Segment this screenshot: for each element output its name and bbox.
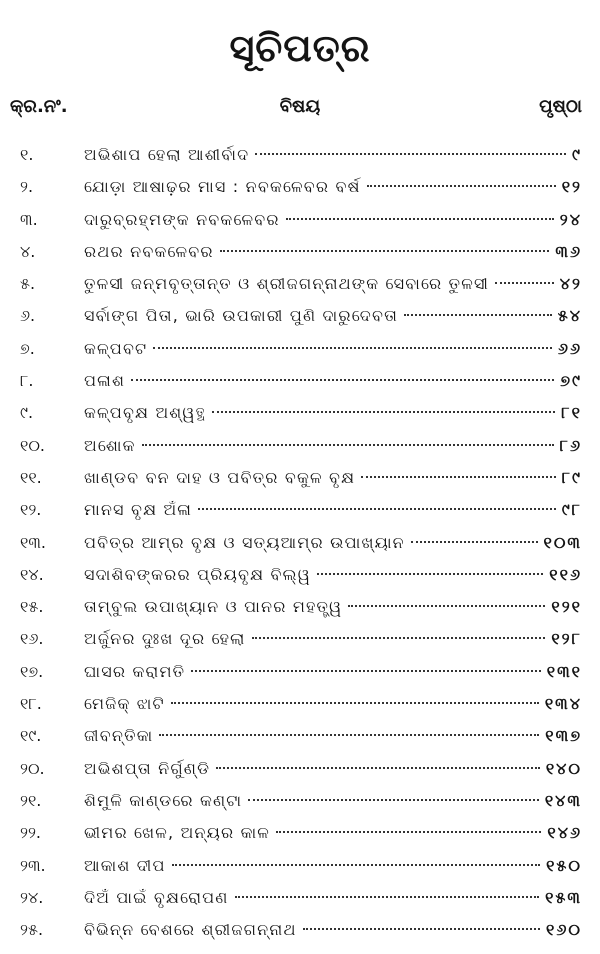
toc-entry-title: ଅର୍ଜୁନର ଦୁଃଖ ଦୂର ହେଲା [84,629,246,649]
toc-entry [0,753,600,785]
toc-entry-number: ୪. [20,241,36,261]
toc-entry-body [84,688,582,720]
toc-entry [0,882,600,914]
toc-entry-page: ୧୦୩ [543,532,582,552]
toc-entry-title: ବିଭିନ୍ନ ବେଶରେ ଶ୍ରୀଜଗନ୍ନାଥ [84,920,297,940]
toc-entry [0,204,600,236]
toc-entry [0,300,600,332]
toc-entry-page: ୪୨ [559,274,582,294]
toc-entry-body [84,333,582,365]
toc-entry [0,333,600,365]
toc-entry-page: ୧୨ [561,177,582,197]
toc-entry [0,656,600,688]
dot-leader [404,314,552,316]
toc-entry [0,365,600,397]
toc-entry-page: ୫୪ [557,306,582,326]
toc-entry-body [84,623,582,655]
toc-entry-page: ୮୯ [561,467,582,487]
toc-entry-page: ୧୩୧ [546,661,582,681]
toc-entry [0,817,600,849]
toc-entry-number: ୭. [20,338,35,358]
toc-entry-body [84,300,582,332]
toc-entry-body [84,656,582,688]
toc-entry-number: ୨୩. [20,855,46,875]
dot-leader [252,637,546,639]
toc-entry-page: ୮୧ [561,403,582,423]
toc-entry-body [84,204,582,236]
toc-entry [0,494,600,526]
toc-entry-title: ଅଭିଶାପ ହେଲା ଆଶୀର୍ବାଦ [84,145,250,164]
toc-header [0,96,600,126]
toc-entry-number: ୨୪. [20,887,44,907]
toc-entry-page: ୧୧୬ [549,564,582,584]
serial-number-header: କ୍ର.ନଂ. [10,96,68,117]
toc-entry-title: ଅଶୋକ [84,435,136,455]
dot-leader [367,185,556,187]
toc-entry-title: ତାମ୍ବୁଲ ଉପାଖ୍ୟାନ ଓ ପାନର ମହତ୍ତ୍ୱ [84,597,343,617]
toc-entry-page: ୧୩୭ [545,726,582,746]
toc-entry-page: ୧୫୦ [546,855,582,875]
toc-entry-page: ୧୪୦ [545,758,582,778]
dot-leader [276,831,541,833]
toc-entry-body [84,720,582,752]
dot-leader [317,573,543,575]
dot-leader [171,702,539,704]
toc-entry-title: ପବିତ୍ର ଆମ୍ର ବୃକ୍ଷ ଓ ସତ୍ୟଆମ୍ର ଉପାଖ୍ୟାନ [84,532,405,552]
toc-entry-title: ଦାରୁବ୍ରହ୍ମଙ୍କ ନବକଳେବର [84,209,280,229]
dot-leader [220,250,550,252]
dot-leader [255,153,566,155]
toc-entry-title: ପଳାଶ [84,371,126,391]
toc-entry-body [84,559,582,591]
toc-entry [0,591,600,623]
toc-entry-page: ୨୪ [559,209,582,229]
toc-entry [0,785,600,817]
dot-leader [159,734,539,736]
toc-entry-number: ୧୭. [20,661,44,681]
toc-entry-page: ୧୩୪ [544,694,582,714]
toc-entry-body [84,397,582,429]
toc-entry-body [84,785,582,817]
dot-leader [198,508,556,510]
toc-entry-number: ୨. [20,177,34,197]
toc-entry [0,720,600,752]
toc-entry-number: ୩. [20,209,38,229]
toc-entry-body [84,365,582,397]
dot-leader [212,411,555,413]
toc-entry [0,559,600,591]
toc-entry-body [84,430,582,462]
toc-entry-number: ୮. [20,371,34,391]
toc-entry [0,236,600,268]
toc-entry-number: ୧୩. [20,532,46,552]
toc-entry [0,850,600,882]
toc-entry-page: ୧୬୦ [546,920,582,940]
toc-entry-title: କଳ୍ପବଟ [84,338,148,358]
toc-entry-title: ରଥର ନବକଳେବର [84,241,214,261]
toc-entry-number: ୧୪. [20,564,44,584]
dot-leader [495,282,554,284]
toc-entry [0,139,600,171]
toc-entry-page: ୬୬ [557,338,582,358]
dot-leader [348,605,545,607]
dot-leader [142,444,554,446]
toc-entry [0,171,600,203]
toc-entry-title: ଘାସର କରାମତି [84,661,186,681]
toc-entry [0,268,600,300]
toc-entry-title: କଳ୍ପବୃକ୍ଷ ଅଶ୍ୱତ୍ଥ [84,403,207,423]
toc-entry [0,430,600,462]
toc-entry-body [84,462,582,494]
toc-entry-page: ୭୯ [560,371,582,391]
toc-entry-page: ୩୬ [555,241,582,261]
toc-entry-page: ୯୮ [561,500,582,520]
toc-entry-title: ଖାଣ୍ଡବ ବନ ଦାହ ଓ ପବିତ୍ର ବକୁଳ ବୃକ୍ଷ [84,467,356,487]
toc-entry-number: ୨୧. [20,790,42,810]
toc-entry-title: ସର୍ବାଙ୍ଗ ପିତା, ଭାରି ଉପକାରୀ ପୁଣି ଦାରୁଦେବତା [84,306,398,326]
toc-entry-number: ୬. [20,306,36,326]
toc-entry-title: ଅଭିଶପ୍ତା ନିର୍ଗୁଣ୍ଡି [84,758,211,778]
toc-entry-body [84,268,582,300]
toc-entry-page: ୯ [572,145,582,164]
toc-entry-number: ୧୮. [20,694,42,714]
toc-entry-number: ୨୦. [20,758,45,778]
toc-entry [0,623,600,655]
page-number-header: ପୃଷ୍ଠା [539,96,582,117]
toc-entry-body [84,591,582,623]
dot-leader [286,218,554,220]
dot-leader [172,864,540,866]
toc-entry-title: ଆକାଶ ଦୀପ [84,855,166,875]
dot-leader [216,767,540,769]
toc-entry-title: ତୁଳସୀ ଜନ୍ମବୃତ୍ତାନ୍ତ ଓ ଶ୍ରୀଜଗନ୍ନାଥଙ୍କ ସେବାରେ ତୁଳସୀ [84,274,490,294]
toc-entry-title: ଭୀମର ଖେଳ, ଅନ୍ୟର କାଳ [84,823,271,843]
toc-entry-page: ୧୨୮ [551,629,582,649]
toc-entry-body [84,236,582,268]
dot-leader [131,379,554,381]
toc-entry-title: ଯୋଡ଼ା ଆଷାଢ଼ର ମାସ : ନବକଳେବର ବର୍ଷ [84,177,361,197]
page-title: ସୂଚିପତ୍ର [229,26,371,70]
toc-entry-page: ୮୬ [559,435,582,455]
toc-entry-body [84,817,582,849]
toc-entry-page: ୧୪୬ [547,823,582,843]
dot-leader [248,799,539,801]
toc-entry-page: ୧୪୩ [544,790,582,810]
toc-entry-number: ୫. [20,274,36,294]
toc-entry-title: ମାନସ ବୃକ୍ଷ ଅଁଳା [84,500,193,520]
toc-entry-title: ଦିଅଁ ପାଇଁ ବୃକ୍ଷରୋପଣ [84,887,229,907]
toc-entry [0,527,600,559]
toc-entry-body [84,494,582,526]
toc-entry-body [84,527,582,559]
toc-entry-body [84,914,582,946]
toc-entry-body [84,882,582,914]
toc-entry [0,914,600,946]
toc-entry [0,688,600,720]
dot-leader [361,476,555,478]
subject-header: ବିଷୟ [279,96,321,117]
dot-leader [153,347,552,349]
toc-entry-number: ୧. [20,145,34,164]
toc-entry-number: ୧୦. [20,435,46,455]
toc-entry-number: ୯. [20,403,34,423]
toc-entry-body [84,139,582,171]
toc-entry-number: ୨୨. [20,823,42,843]
toc-entry-number: ୨୫. [20,920,44,940]
toc-entry-number: ୧୧. [20,467,42,487]
toc-entry-number: ୧୯. [20,726,42,746]
dot-leader [235,896,540,898]
toc-entry-body [84,753,582,785]
dot-leader [303,928,540,930]
toc-entry-number: ୧୬. [20,629,44,649]
toc-entry [0,397,600,429]
toc-entry-title: ସଦାଶିବଙ୍କରର ପ୍ରିୟବୃକ୍ଷ ବିଲ୍ୱ [84,564,312,584]
toc-entry-title: ଶିମୁଳି କାଣ୍ଡରେ କଣ୍ଟା [84,790,243,810]
toc-entry-number: ୧୨. [20,500,42,520]
toc-entry-body [84,171,582,203]
toc-entry [0,462,600,494]
table-of-contents [0,139,600,946]
toc-entry-title: ମେଜିକ୍ ଝାଟି [84,694,165,714]
dot-leader [191,670,541,672]
toc-entry-page: ୧୨୧ [551,597,582,617]
toc-entry-page: ୧୫୩ [545,887,582,907]
toc-entry-body [84,850,582,882]
toc-entry-number: ୧୫. [20,597,44,617]
dot-leader [411,541,538,543]
toc-entry-title: ଜୀବନ୍ତିକା [84,726,154,746]
